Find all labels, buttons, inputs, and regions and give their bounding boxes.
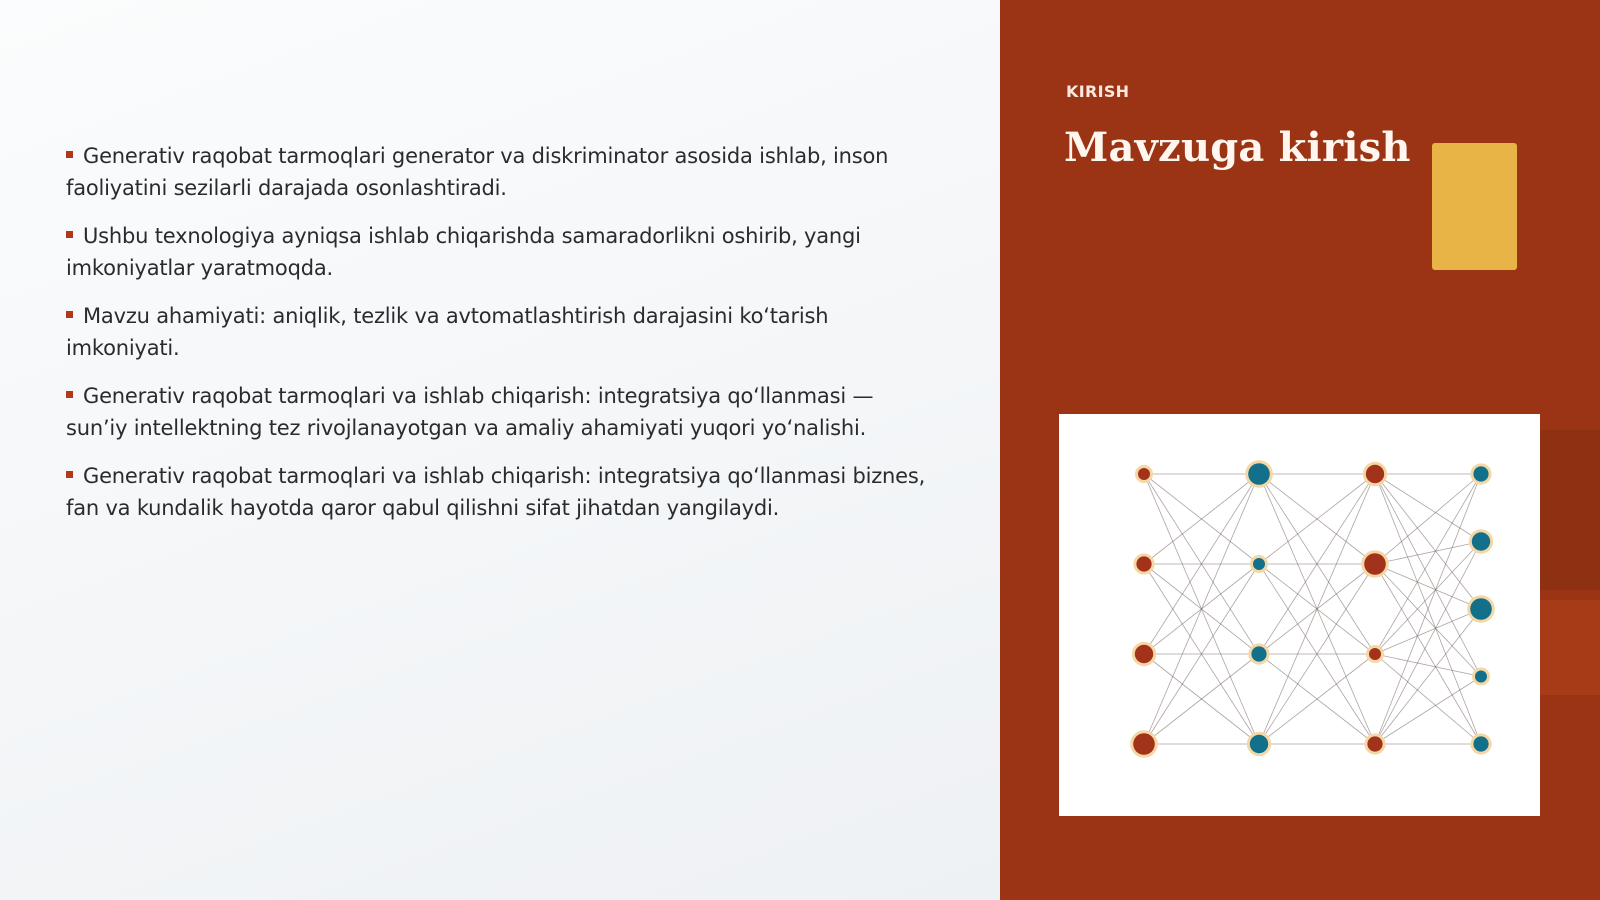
network-node [1133,733,1155,755]
neural-network-illustration [1059,414,1540,816]
network-edge [1375,654,1481,744]
network-node [1248,463,1270,485]
square-bullet-icon [66,151,73,158]
section-kicker: KIRISH [1066,82,1130,101]
network-node [1367,736,1382,751]
neural-network-figure [1059,414,1540,816]
network-edge [1375,564,1481,609]
network-edge [1375,564,1481,677]
bullet-item [66,380,936,444]
network-node [1369,648,1381,660]
bullet-text: Generativ raqobat tarmoqlari va ishlab chiqarish: integratsiya qoʻllanmasi biznes, fan va kundalik hayotda qaror qabul qilishni sifat jihatdan yangilaydi. [66,464,926,520]
slide-title: Mavzuga kirish [1064,124,1411,171]
network-edge [1375,677,1481,745]
square-bullet-icon [66,311,73,318]
square-bullet-icon [66,391,73,398]
bullet-text: Ushbu texnologiya ayniqsa ishlab chiqarishda samaradorlikni oshirib, yangi imkoniyatlar yaratmoqda. [66,224,861,280]
network-edge [1375,474,1481,654]
network-node [1472,532,1490,550]
network-node [1473,736,1488,751]
bullet-item [66,140,936,204]
bullet-text: Generativ raqobat tarmoqlari generator va diskriminator asosida ishlab, inson faoliyatini sezilarli darajada osonlashtiradi. [66,144,889,200]
bullet-list [66,140,936,540]
network-node [1138,468,1150,480]
network-node [1253,558,1265,570]
network-node [1470,598,1492,620]
network-edge [1375,474,1481,564]
bullet-item [66,460,936,524]
accent-block [1432,143,1517,270]
network-node [1364,553,1386,575]
bullet-text: Generativ raqobat tarmoqlari va ishlab chiqarish: integratsiya qoʻllanmasi — sunʼiy intellektning tez rivojlanayotgan va amaliy ahamiyati yuqori yoʻnalishi. [66,384,874,440]
network-node [1250,735,1268,753]
square-bullet-icon [66,471,73,478]
title-panel [1000,0,1600,900]
network-edge [1375,474,1481,677]
network-node [1475,671,1487,683]
network-node [1366,465,1384,483]
network-edge [1375,564,1481,744]
network-edge [1375,474,1481,542]
square-bullet-icon [66,231,73,238]
bullet-text: Mavzu ahamiyati: aniqlik, tezlik va avtomatlashtirish darajasini koʻtarish imkoniyati. [66,304,829,360]
network-edge [1375,609,1481,744]
network-edge [1375,542,1481,565]
network-nodes [1130,460,1495,758]
network-edge [1375,474,1481,609]
network-node [1473,466,1488,481]
decorative-shade [1540,600,1600,695]
network-node [1136,556,1151,571]
network-edge [1375,609,1481,654]
network-edge [1375,542,1481,655]
network-node [1135,645,1153,663]
network-node [1251,646,1266,661]
bullet-item [66,300,936,364]
network-edge [1375,654,1481,677]
bullet-item [66,220,936,284]
network-edges [1144,474,1481,744]
decorative-shade [1540,430,1600,590]
network-edge [1375,542,1481,745]
